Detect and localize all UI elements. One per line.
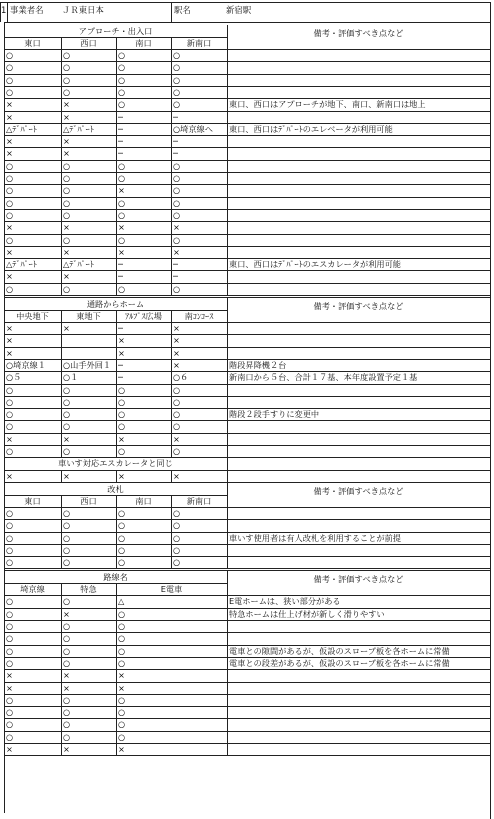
table-cell: ○: [63, 544, 71, 555]
table-cell: ○: [173, 50, 181, 60]
table-cell: △ﾃﾞﾊﾟｰﾄ: [63, 259, 94, 270]
column-border: [227, 571, 228, 755]
table-cell: ○: [118, 731, 126, 742]
table-cell: ○: [173, 283, 181, 294]
table-cell: ○: [118, 421, 126, 432]
table-cell: ×: [63, 470, 70, 481]
table-cell: ○: [6, 557, 14, 568]
table-cell: ×: [6, 136, 13, 147]
row-border: [4, 22, 491, 23]
table-cell: ○: [118, 621, 126, 631]
row-border: [227, 49, 490, 50]
table-cell: ×: [6, 347, 13, 358]
table-cell: ×: [63, 99, 70, 110]
table-cell: ○: [173, 99, 181, 110]
column-border: [116, 310, 117, 457]
table-cell: ○: [6, 596, 14, 607]
table-cell: ○: [118, 657, 126, 668]
column-border: [61, 37, 62, 295]
column-header: 新南口: [186, 495, 212, 506]
table-cell: ○: [6, 396, 14, 407]
table-cell: ×: [6, 670, 13, 681]
table-cell: ○: [118, 160, 126, 171]
table-cell: ○: [173, 557, 181, 568]
column-border: [227, 298, 228, 482]
table-cell: ○: [63, 209, 71, 220]
table-cell: ×: [63, 222, 70, 233]
table-cell: ─: [173, 271, 178, 282]
remarks-cell: 電車との隙間があるが、仮設のスロープ板を各ホームに常備: [229, 645, 450, 656]
row-border: [4, 334, 490, 335]
table-cell: ○: [118, 507, 126, 518]
remarks-cell: 車いす使用者は有人改札を利用することが前提: [229, 532, 401, 543]
station-value: 新宿駅: [226, 5, 252, 15]
table-cell: ─: [118, 148, 123, 159]
table-cell: ─: [118, 323, 123, 333]
table-cell: ○: [6, 62, 14, 73]
column-border: [171, 470, 172, 482]
table-cell: ─: [118, 372, 123, 383]
column-header: 新南口: [186, 38, 212, 48]
table-cell: ×: [118, 670, 125, 681]
column-border: [171, 37, 172, 295]
table-cell: ○: [63, 421, 71, 432]
station-label: 駅名: [174, 5, 191, 15]
table-cell: ○: [118, 234, 126, 245]
table-cell: ○: [63, 507, 71, 518]
table-cell: ○: [63, 694, 71, 705]
table-cell: ○: [63, 185, 71, 196]
column-header: 特急: [80, 584, 97, 595]
table-cell: ○: [63, 532, 71, 543]
table-cell: ○５: [6, 372, 22, 383]
table-cell: ×: [173, 246, 180, 257]
table-cell: ○: [63, 234, 71, 245]
column-header: 東地下: [76, 311, 101, 321]
table-cell: ○: [6, 544, 14, 555]
table-cell: ○: [6, 446, 14, 456]
table-cell: ×: [118, 335, 125, 346]
table-cell: ○: [6, 50, 14, 60]
table-cell: ○: [173, 86, 181, 97]
table-cell: ○: [173, 421, 181, 432]
table-cell: ○１: [63, 372, 79, 383]
row-border: [4, 755, 490, 756]
table-cell: ○: [6, 209, 14, 220]
row-border: [227, 507, 490, 508]
table-cell: ○: [173, 62, 181, 73]
table-cell: ─: [173, 136, 178, 147]
table-cell: ○: [173, 384, 181, 395]
table-cell: ○: [6, 645, 14, 656]
table-cell: ─: [118, 359, 123, 370]
table-cell: ○: [173, 185, 181, 196]
table-cell: ○: [118, 99, 126, 110]
table-cell: ○: [173, 520, 181, 531]
table-cell: ○: [6, 507, 14, 518]
table-cell: ×: [173, 470, 180, 481]
table-cell: ○: [118, 719, 126, 730]
remarks-cell: 東口、西口はアプローチが地下、南口、新南口は地上: [229, 99, 426, 110]
table-cell: ×: [63, 111, 70, 122]
table-cell: ×: [63, 670, 70, 681]
table-cell: ○: [6, 657, 14, 668]
table-cell: ○: [118, 409, 126, 420]
table-cell: ○: [6, 197, 14, 208]
table-cell: ○: [63, 657, 71, 668]
table-cell: ○: [63, 396, 71, 407]
column-header: 西口: [80, 495, 97, 506]
table-cell: ×: [63, 433, 70, 444]
table-cell: ○: [63, 86, 71, 97]
table-cell: ○: [63, 633, 71, 644]
table-cell: ○: [6, 731, 14, 742]
column-border: [171, 495, 172, 569]
table-cell: ○: [173, 409, 181, 420]
table-cell: ×: [173, 222, 180, 233]
table-cell: ─: [118, 271, 123, 282]
section-title: アプローチ・出入口: [78, 26, 153, 36]
row-number: 1: [1, 5, 7, 15]
table-cell: ○: [6, 520, 14, 531]
table-cell: ×: [118, 347, 125, 358]
table-cell: ×: [63, 271, 70, 282]
table-cell: ○: [173, 507, 181, 518]
table-cell: ○: [118, 694, 126, 705]
table-cell: ○: [118, 50, 126, 60]
column-border: [61, 495, 62, 569]
table-cell: ○: [63, 283, 71, 294]
table-cell: ○: [173, 446, 181, 456]
table-cell: ○: [118, 532, 126, 543]
table-cell: ○: [173, 234, 181, 245]
table-cell: ○: [6, 160, 14, 171]
table-cell: ×: [118, 470, 125, 481]
table-cell: △ﾃﾞﾊﾟｰﾄ: [63, 123, 94, 134]
section-title: 路線名: [103, 572, 128, 583]
column-header: ｱﾙﾌﾟｽ広場: [125, 311, 162, 321]
section-title: 改札: [107, 483, 124, 494]
table-cell: ×: [6, 682, 13, 693]
table-cell: ○: [118, 557, 126, 568]
table-cell: ×: [173, 323, 180, 333]
remarks-header: 備考・評価すべき点など: [313, 301, 404, 311]
table-cell: ×: [6, 271, 13, 282]
table-cell: ○: [118, 62, 126, 73]
column-header: 南ｺﾝｺｰｽ: [184, 311, 214, 321]
table-cell: ○: [63, 596, 71, 607]
table-cell: ○: [6, 608, 14, 619]
column-border: [116, 470, 117, 482]
table-cell: ○: [6, 74, 14, 85]
table-cell: ×: [6, 470, 13, 481]
table-cell: ×: [6, 148, 13, 159]
table-cell: ○: [173, 160, 181, 171]
table-cell: ○: [6, 707, 14, 718]
table-cell: ×: [118, 744, 125, 754]
table-cell: ×: [6, 246, 13, 257]
table-cell: ○: [6, 621, 14, 631]
table-cell: ○: [63, 645, 71, 656]
table-cell: ×: [6, 111, 13, 122]
table-cell: ─: [118, 259, 123, 270]
table-cell: ×: [63, 136, 70, 147]
table-cell: ×: [6, 99, 13, 110]
table-cell: ○: [6, 633, 14, 644]
column-header: 東口: [24, 495, 41, 506]
column-border: [490, 2, 491, 819]
table-cell: ─: [173, 148, 178, 159]
table-cell: ○: [118, 707, 126, 718]
table-cell: ×: [6, 335, 13, 346]
section-title: 通路からホーム: [86, 299, 145, 309]
table-cell: ○: [63, 62, 71, 73]
column-border: [227, 483, 228, 569]
column-border: [61, 470, 62, 482]
table-cell: ─: [118, 123, 123, 134]
column-border: [61, 583, 62, 755]
table-cell: ×: [118, 222, 125, 233]
table-cell: ×: [6, 222, 13, 233]
table-cell: ×: [6, 323, 13, 333]
remarks-header: 備考・評価すべき点など: [313, 574, 404, 585]
table-cell: ×: [173, 335, 180, 346]
column-border: [171, 310, 172, 457]
table-cell: ○埼京線１: [6, 359, 46, 370]
column-border: [116, 37, 117, 295]
table-cell: ○山手外回１: [63, 359, 112, 370]
column-header: 東口: [24, 38, 41, 48]
column-border: [227, 25, 228, 295]
row-border: [4, 295, 490, 296]
table-cell: ×: [63, 744, 70, 754]
merged-row-note: 車いす対応エスカレータと同じ: [58, 458, 173, 469]
table-cell: ○: [63, 50, 71, 60]
table-cell: ○: [63, 719, 71, 730]
table-cell: ○: [6, 421, 14, 432]
table-cell: ○: [63, 446, 71, 456]
table-cell: ○: [173, 197, 181, 208]
table-cell: ○: [6, 532, 14, 543]
row-border: [4, 568, 490, 569]
table-cell: ○: [63, 197, 71, 208]
table-cell: ○: [6, 185, 14, 196]
table-cell: ○: [6, 694, 14, 705]
table-cell: ×: [63, 148, 70, 159]
table-cell: ×: [63, 246, 70, 257]
table-cell: △ﾃﾞﾊﾟｰﾄ: [6, 123, 37, 134]
table-cell: ─: [118, 136, 123, 147]
table-cell: ○: [173, 74, 181, 85]
row-border: [0, 2, 491, 3]
remarks-header: 備考・評価すべき点など: [313, 28, 404, 38]
table-cell: ○: [118, 384, 126, 395]
remarks-cell: 電車との段差があるが、仮設のスロープ板を各ホームに常備: [229, 657, 450, 668]
table-cell: ○: [6, 173, 14, 183]
table-cell: ○: [63, 520, 71, 531]
row-border: [227, 322, 490, 323]
table-cell: ×: [173, 433, 180, 444]
table-cell: ○: [118, 446, 126, 456]
table-cell: ○: [6, 719, 14, 730]
column-border: [116, 495, 117, 569]
table-cell: ○: [118, 633, 126, 644]
table-cell: ○: [6, 384, 14, 395]
table-cell: ─: [173, 111, 178, 122]
column-border: [0, 2, 1, 22]
table-cell: ○: [63, 707, 71, 718]
remarks-cell: 特急ホームは仕上げ材が新しく滑りやすい: [229, 608, 385, 619]
table-cell: ○: [6, 86, 14, 97]
table-cell: ○６: [173, 372, 189, 383]
table-cell: ○: [6, 234, 14, 245]
table-cell: ○埼京線へ: [173, 123, 213, 134]
remarks-cell: 東口、西口はﾃﾞﾊﾟｰﾄのエレベータが利用可能: [229, 123, 393, 134]
table-cell: ○: [118, 608, 126, 619]
table-cell: ×: [63, 682, 70, 693]
table-cell: △: [118, 596, 125, 607]
table-cell: ○: [63, 173, 71, 183]
remarks-header: 備考・評価すべき点など: [313, 485, 404, 496]
table-cell: ○: [118, 86, 126, 97]
remarks-cell: 新南口から５台、合計１７基、本年度設置予定１基: [229, 372, 418, 383]
operator-label: 事業者名: [10, 5, 44, 15]
table-cell: ○: [6, 283, 14, 294]
table-cell: ×: [63, 608, 70, 619]
table-cell: ○: [118, 520, 126, 531]
table-cell: ○: [118, 173, 126, 183]
column-border: [171, 2, 172, 22]
table-cell: ×: [173, 347, 180, 358]
table-cell: ○: [118, 544, 126, 555]
column-header: E電車: [160, 584, 183, 595]
table-cell: ○: [118, 396, 126, 407]
table-cell: ×: [118, 185, 125, 196]
table-cell: ○: [63, 384, 71, 395]
table-cell: ○: [118, 283, 126, 294]
row-border: [4, 347, 490, 348]
column-header: 中央地下: [16, 311, 49, 321]
table-cell: ×: [118, 682, 125, 693]
table-cell: ○: [173, 209, 181, 220]
table-cell: ○: [63, 160, 71, 171]
column-header: 南口: [135, 38, 152, 48]
table-cell: ─: [173, 259, 178, 270]
column-header: 南口: [135, 495, 152, 506]
table-cell: ×: [6, 433, 13, 444]
table-cell: ○: [173, 173, 181, 183]
table-cell: ○: [63, 74, 71, 85]
table-cell: ×: [173, 359, 180, 370]
remarks-cell: 東口、西口はﾃﾞﾊﾟｰﾄのエスカレータが利用可能: [229, 259, 401, 270]
table-cell: ○: [63, 409, 71, 420]
table-cell: ○: [6, 409, 14, 420]
column-border: [7, 2, 8, 22]
table-cell: ○: [63, 621, 71, 631]
operator-value: ＪＲ東日本: [62, 5, 104, 15]
table-cell: △ﾃﾞﾊﾟｰﾄ: [6, 259, 37, 270]
table-cell: ○: [173, 544, 181, 555]
table-cell: ○: [173, 396, 181, 407]
table-cell: ○: [118, 209, 126, 220]
table-cell: ○: [63, 557, 71, 568]
table-cell: ×: [6, 744, 13, 754]
remarks-cell: 階段昇降機２台: [229, 359, 287, 370]
table-cell: ×: [118, 246, 125, 257]
column-header: 埼京線: [20, 584, 45, 595]
table-cell: ○: [118, 74, 126, 85]
column-border: [61, 310, 62, 457]
table-cell: ×: [118, 433, 125, 444]
table-cell: ○: [118, 645, 126, 656]
table-cell: ○: [118, 197, 126, 208]
table-cell: ○: [63, 731, 71, 742]
table-cell: ×: [63, 323, 70, 333]
table-cell: ○: [173, 532, 181, 543]
remarks-cell: E電ホームは、狭い部分がある: [229, 596, 341, 607]
remarks-cell: 階段２段手すりに変更中: [229, 409, 320, 420]
column-border: [116, 583, 117, 755]
column-header: 西口: [80, 38, 97, 48]
table-cell: ─: [118, 111, 123, 122]
